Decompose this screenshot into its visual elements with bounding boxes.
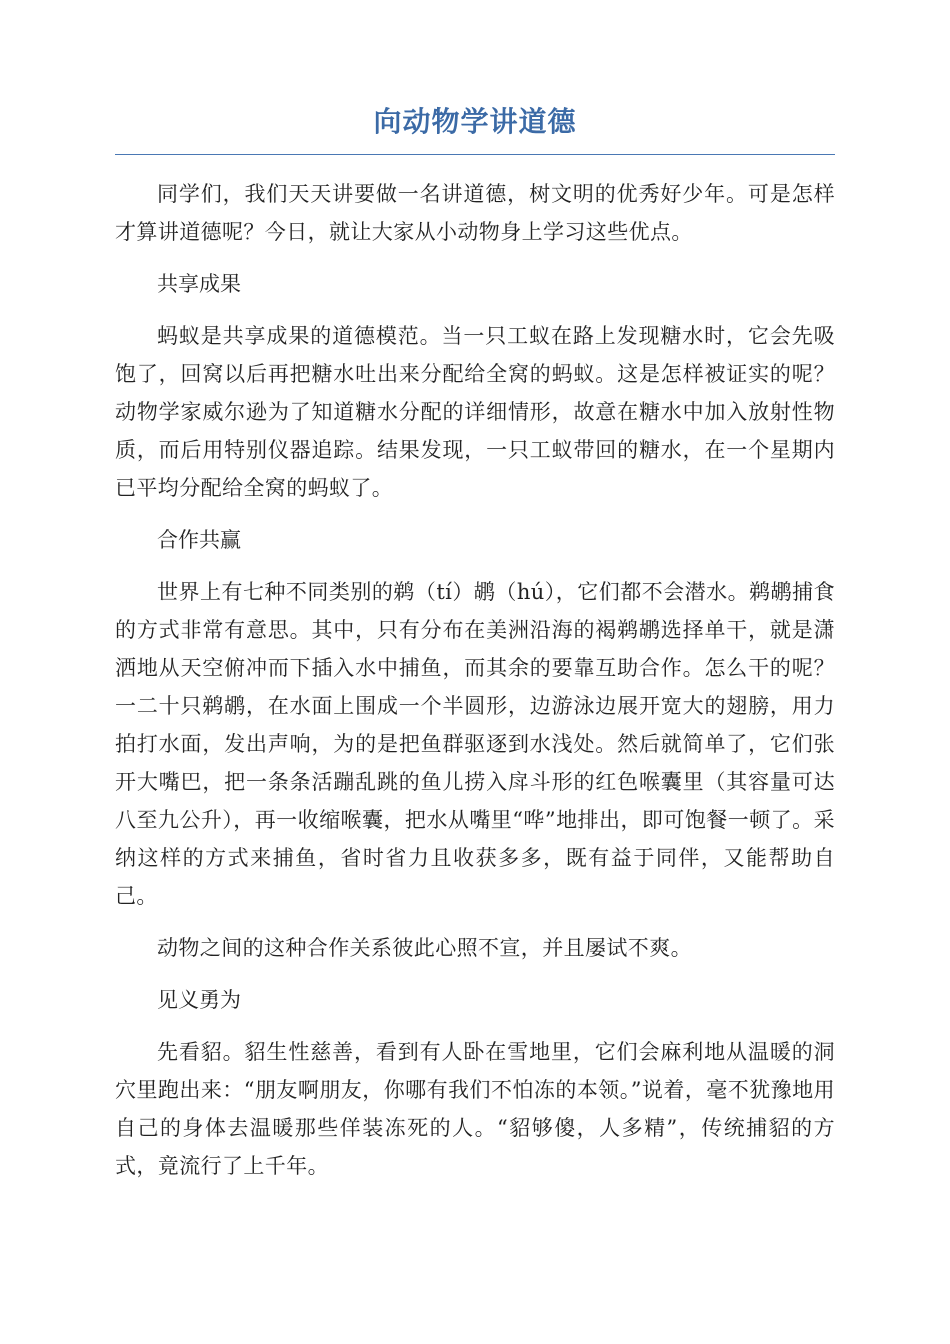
cooperation-summary-paragraph: 动物之间的这种合作关系彼此心照不宣，并且屡试不爽。 (157, 936, 692, 960)
title-underline-divider (115, 154, 835, 155)
pelican-paragraph: 世界上有七种不同类别的鹈（tí）鹕（hú），它们都不会潜水。鹈鹕捕食的方式非常有意思。其中，只有分布在美洲沿海的褐鹈鹕选择单干，就是潇洒地从天空俯冲而下插入水中捕鱼，而其余的要靠互助合作。怎么干的呢？一二十只鹈鹕，在水面上围成一个半圆形，边游泳边展开宽大的翅膀，用力拍打水面，发出声响，为的是把鱼群驱逐到水浅处。然后就简单了，它们张开大嘴巴，把一条条活蹦乱跳的鱼儿捞入戽斗形的红色喉囊里（其容量可达八至九公升），再一收缩喉囊，把水从嘴里“哗”地排出，即可饱餐一顿了。采纳这样的方式来捕鱼，省时省力且收获多多，既有益于同伴，又能帮助自己。 (115, 580, 835, 908)
section-heading-cooperation: 合作共赢 (157, 528, 241, 552)
marten-paragraph: 先看貂。貂生性慈善，看到有人卧在雪地里，它们会麻利地从温暖的洞穴里跑出来：“朋友啊朋友，你哪有我们不怕冻的本领。”说着，毫不犹豫地用自己的身体去温暖那些佯装冻死的人。“貂够傻，人多精”，传统捕貂的方式，竟流行了上千年。 (115, 1040, 835, 1178)
section-heading-bravery: 见义勇为 (157, 988, 241, 1012)
ant-paragraph: 蚂蚁是共享成果的道德模范。当一只工蚁在路上发现糖水时，它会先吸饱了，回窝以后再把糖水吐出来分配给全窝的蚂蚁。这是怎样被证实的呢？动物学家威尔逊为了知道糖水分配的详细情形，故意在糖水中加入放射性物质，而后用特别仪器追踪。结果发现，一只工蚁带回的糖水，在一个星期内已平均分配给全窝的蚂蚁了。 (115, 324, 835, 500)
document-page (115, 100, 835, 1199)
document-title: 向动物学讲道德 (373, 105, 577, 138)
section-heading-sharing: 共享成果 (157, 272, 241, 296)
intro-paragraph: 同学们，我们天天讲要做一名讲道德，树文明的优秀好少年。可是怎样才算讲道德呢？今日，就让大家从小动物身上学习这些优点。 (115, 182, 835, 244)
